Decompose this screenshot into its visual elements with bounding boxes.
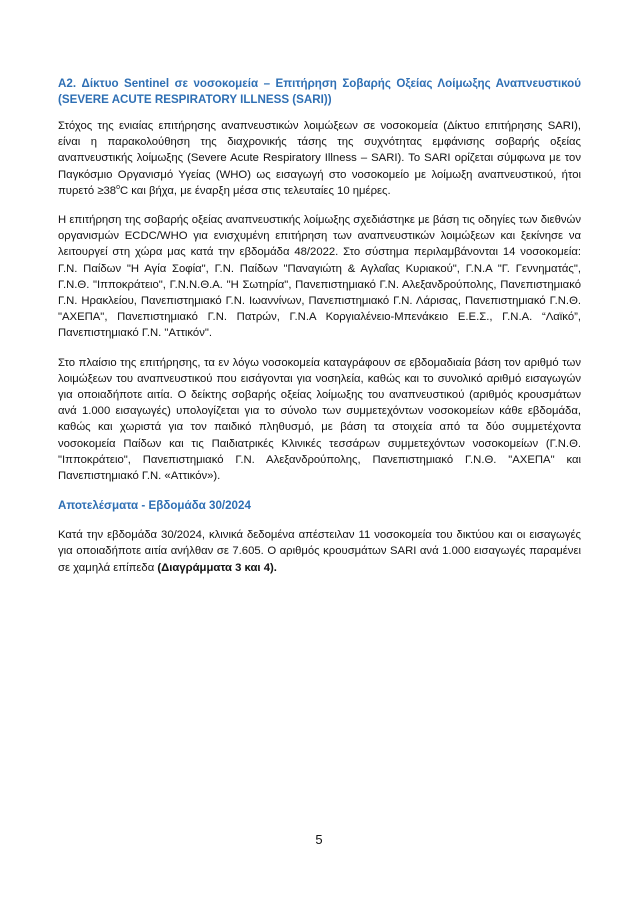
paragraph-results	[58, 527, 581, 576]
paragraph-sari-method: Στο πλαίσιο της επιτήρησης, τα εν λόγω νοσοκομεία καταγράφουν σε εβδομαδιαία βάση τον αριθμό των λοιμώξεων του αναπνευστικού που εισάγονται για νοσηλεία, καθώς και το συνολικό αριθμό εισαγωγών για οποιαδήποτε αιτία. Ο δείκτης σοβαρής οξείας λοίμωξης του αναπνευστικού (αριθμός κρουσμάτων ανά 1.000 εισαγωγές) υπολογίζεται για το σύνολο των συμμετεχόντων νοσοκομείων κάθε εβδομάδα, καθώς και χωριστά για τον παιδικό πληθυσμό, με βάση τα στοιχεία από τα δύο συμμετέχοντα νοσοκομεία Παίδων και τις Παιδιατρικές Κλινικές τεσσάρων συμμετεχόντων νοσοκομείων (Γ.Ν.Θ. "Ιπποκράτειο", Πανεπιστημιακό Γ.Ν. Αλεξανδρούπολης, Πανεπιστημιακό Γ.Ν.Θ. "ΑΧΕΠΑ" και Πανεπιστημιακό Γ.Ν. «Αττικόν»).	[58, 356, 581, 483]
degree-superscript: ο	[116, 184, 120, 192]
results-text: Κατά την εβδομάδα 30/2024, κλινικά δεδομένα απέστειλαν 11 νοσοκομεία του δικτύου και οι εισαγωγές για οποιαδήποτε αιτία ανήλθαν σε 7.605. Ο αριθμός κρουσμάτων SARI ανά 1.000 εισαγωγές παραμένει σε χαμηλά επίπεδα	[58, 529, 581, 574]
paragraph-text: Στόχος της ενιαίας επιτήρησης αναπνευστικών λοιμώξεων σε νοσοκομεία (Δίκτυο επιτήρησης SARI), είναι η παρακολούθηση της διαχρονικής τάσης της συχνότητας εμφάνισης σοβαρής οξείας αναπνευστικής λοίμωξης (Severe Acute Respiratory Illness – SARI). Το SARI ορίζεται σύμφωνα με τον Παγκόσμιο Οργανισμό Υγείας (WHO) ως εισαγωγή στο νοσοκομείο με λοίμωξη αναπνευστικού, ήτοι πυρετό ≥38	[58, 120, 581, 197]
paragraph-sari-objective	[58, 118, 581, 199]
results-heading: Αποτελέσματα - Εβδομάδα 30/2024	[58, 499, 251, 513]
section-title-line-2: (SEVERE ACUTE RESPIRATORY ILLNESS (SARI))	[58, 93, 332, 106]
section-title	[58, 76, 581, 108]
page-content	[58, 76, 581, 589]
page-number: 5	[315, 832, 323, 847]
paragraph-text-continued: C και βήχα, με έναρξη μέσα στις τελευταίες 10 ημέρες.	[120, 184, 391, 197]
paragraph-sari-network: Η επιτήρηση της σοβαρής οξείας αναπνευστικής λοίμωξης σχεδιάστηκε με βάση τις οδηγίες των διεθνών οργανισμών ECDC/WHO για ενισχυμένη επιτήρηση των αναπνευστικών λοιμώξεων και ξεκίνησε να λειτουργεί στη χώρα μας κατά την εβδομάδα 48/2022. Στο σύστημα περιλαμβάνονται 14 νοσοκομεία: Γ.Ν. Παίδων "Η Αγία Σοφία", Γ.Ν. Παίδων "Παναγιώτη & Αγλαΐας Κυριακού", Γ.Ν.Α "Γ. Γεννηματάς", Γ.Ν.Θ. "Ιπποκράτειο", Γ.Ν.Ν.Θ.Α. "Η Σωτηρία", Πανεπιστημιακό Γ.Ν. Αλεξανδρούπολης, Πανεπιστημιακό Γ.Ν. Ηρακλείου, Πανεπιστημιακό Γ.Ν. Ιωαννίνων, Πανεπιστημιακό Γ.Ν. Λάρισας, Πανεπιστημιακό Γ.Ν.Θ. "ΑΧΕΠΑ", Πανεπιστημιακό Γ.Ν. Πατρών, Γ.Ν.Α Κοργιαλένειο-Μπενάκειο Ε.Ε.Σ., Γ.Ν.Α. “Λαϊκό”, Πανεπιστημιακό Γ.Ν. "Αττικόν".	[58, 214, 581, 340]
section-title-line-1: A2. Δίκτυο Sentinel σε νοσοκομεία – Επιτήρηση Σοβαρής Οξείας Λοίμωξης Αναπνευστικού	[58, 77, 581, 90]
results-figure-reference: (Διαγράμματα 3 και 4).	[157, 561, 277, 574]
